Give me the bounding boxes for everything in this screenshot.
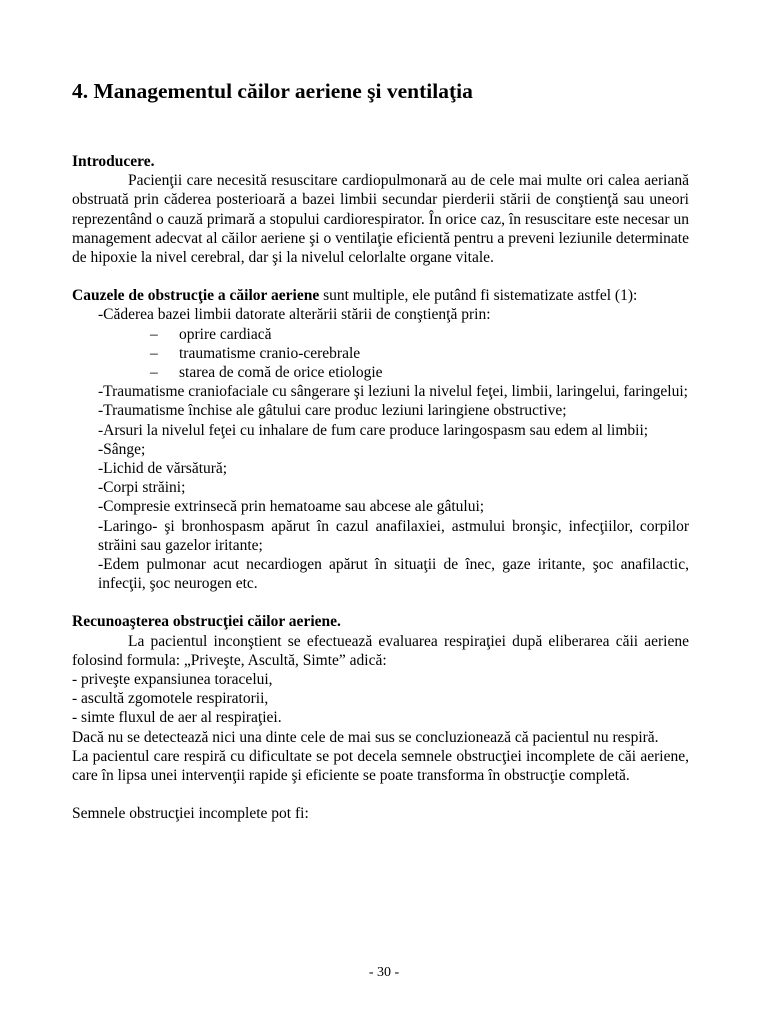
recognition-difficulty: La pacientul care respiră cu dificultate se pot decela semnele obstrucţiei incomplete de căi aeriene, care în lipsa unei intervenţii rapide şi eficiente se poate transforma în obstrucţie completă. — [72, 747, 689, 785]
recognition-heading: Recunoaşterea obstrucţiei căilor aeriene. — [72, 613, 341, 631]
cause-item: -Lichid de vărsătură; — [98, 460, 228, 478]
cause-item: -Sânge; — [98, 440, 146, 458]
cause-sub-item-text: starea de comă de orice etiologie — [179, 364, 383, 382]
page-number: - 30 - — [368, 965, 400, 980]
cause-tongue-fall: -Căderea bazei limbii datorate alterării stării de conştienţă prin: — [98, 306, 491, 324]
cause-sub-item: – traumatisme cranio-cerebrale — [72, 344, 689, 363]
chapter-title: 4. Managementul căilor aeriene şi ventilaţia — [72, 79, 473, 103]
cause-item: -Edem pulmonar acut necardiogen apărut în situaţii de înec, gaze iritante, şoc anafilactic, infecţii, şoc neurogen etc. — [98, 556, 689, 593]
causes-intro — [72, 286, 689, 305]
recognition-step: - simte fluxul de aer al respiraţiei. — [72, 709, 282, 727]
cause-item: -Traumatisme închise ale gâtului care produc leziuni laringiene obstructive; — [98, 402, 567, 420]
cause-sub-item-text: oprire cardiacă — [179, 325, 272, 343]
recognition-step: - priveşte expansiunea toracelui, — [72, 671, 273, 689]
spacer — [72, 785, 689, 804]
cause-item: -Laringo- şi bronhospasm apărut în cazul anafilaxiei, astmului bronşic, infecţiilor, corpilor străini sau gazelor iritante; — [98, 517, 689, 554]
spacer — [72, 267, 689, 286]
spacer — [72, 593, 689, 612]
cause-item: -Corpi străini; — [98, 479, 186, 497]
recognition-steps — [72, 670, 689, 728]
cause-sub-item: – starea de comă de orice etiologie — [72, 363, 689, 382]
intro-heading: Introducere. — [72, 153, 155, 170]
page-content — [72, 78, 689, 824]
causes-list — [72, 305, 689, 593]
recognition-paragraph: La pacientul inconştient se efectuează evaluarea respiraţiei după eliberarea căii aeriene folosind formula: „Priveşte, Ascultă, Simte” adică: — [72, 632, 689, 669]
cause-sub-item-text: traumatisme cranio-cerebrale — [179, 344, 361, 362]
recognition-step: - ascultă zgomotele respiratorii, — [72, 690, 269, 708]
recognition-conclusion: Dacă nu se detectează nici una dinte cele de mai sus se concluzionează că pacientul nu respiră. — [72, 728, 659, 746]
causes-heading: Cauzele de obstrucţie a căilor aeriene — [72, 287, 320, 305]
cause-item: -Arsuri la nivelul feţei cu inhalare de fum care produce laringospasm sau edem al limbii; — [98, 421, 649, 439]
causes-lead: sunt multiple, ele putând fi sistematizate astfel (1): — [319, 287, 638, 305]
incomplete-signs-heading: Semnele obstrucţiei incomplete pot fi: — [72, 805, 309, 823]
cause-sub-item: – oprire cardiacă — [72, 325, 689, 344]
cause-item: -Compresie extrinsecă prin hematoame sau abcese ale gâtului; — [98, 498, 485, 516]
cause-item: -Traumatisme craniofaciale cu sângerare şi leziuni la nivelul feţei, limbii, laringelui, faringelui; — [98, 383, 688, 401]
intro-paragraph: Pacienţii care necesită resuscitare cardiopulmonară au de cele mai multe ori calea aeriană obstruată prin căderea posterioară a bazei limbii secundar pierderii stării de conştienţă sau uneori reprezentând o cauză primară a stopului cardiorespirator. În orice caz, în resuscitare este necesar un management adecvat al căilor aeriene şi o ventilaţie eficientă pentru a preveni leziunile determinate de hipoxie la nivel cerebral, dar şi la nivelul celorlalte organe vitale. — [72, 172, 689, 267]
